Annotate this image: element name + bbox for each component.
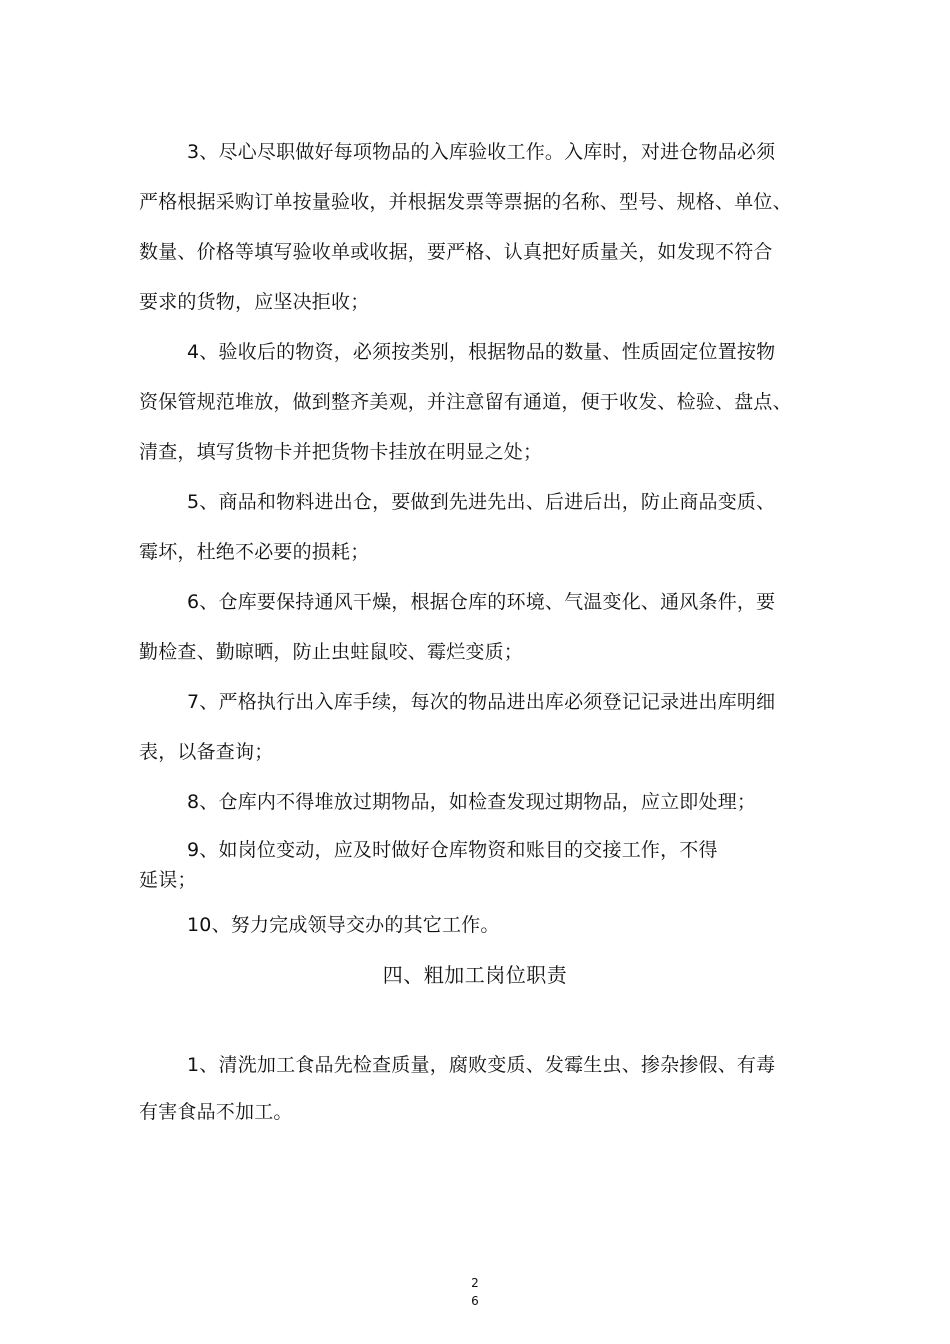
page-number-digit: 2 — [471, 1276, 479, 1290]
text-line: 数量、价格等填写验收单或收据，要严格、认真把好质量关，如发现不符合 — [139, 241, 773, 263]
text-line: 霉坏，杜绝不必要的损耗； — [139, 541, 370, 563]
text-line: 3、尽心尽职做好每项物品的入库验收工作。入库时，对进仓物品必须 — [187, 141, 776, 163]
text-line: 8、仓库内不得堆放过期物品，如检查发现过期物品，应立即处理； — [187, 791, 757, 813]
text-line: 资保管规范堆放，做到整齐美观，并注意留有通道，便于收发、检验、盘点、 — [139, 391, 792, 413]
text-line: 勤检查、勤晾晒，防止虫蛀鼠咬、霉烂变质； — [139, 641, 524, 663]
text-line: 9、如岗位变动，应及时做好仓库物资和账目的交接工作，不得 — [187, 839, 718, 861]
text-line: 5、商品和物料进出仓，要做到先进先出、后进后出，防止商品变质、 — [187, 491, 776, 513]
text-line: 10、努力完成领导交办的其它工作。 — [187, 914, 500, 936]
text-line: 清查，填写货物卡并把货物卡挂放在明显之处； — [139, 441, 543, 463]
text-line: 要求的货物，应坚决拒收； — [139, 291, 370, 313]
text-line: 6、仓库要保持通风干燥，根据仓库的环境、气温变化、通风条件，要 — [187, 591, 776, 613]
page-number-digit: 6 — [471, 1294, 479, 1308]
text-line: 表，以备查询； — [139, 741, 274, 763]
text-line: 有害食品不加工。 — [139, 1101, 293, 1123]
section-heading: 四、粗加工岗位职责 — [382, 963, 568, 987]
text-line: 7、严格执行出入库手续，每次的物品进出库必须登记记录进出库明细 — [187, 691, 776, 713]
text-line: 1、清洗加工食品先检查质量，腐败变质、发霉生虫、掺杂掺假、有毒 — [187, 1054, 776, 1076]
text-line: 延误； — [139, 869, 197, 891]
text-line: 4、验收后的物资，必须按类别，根据物品的数量、性质固定位置按物 — [187, 341, 776, 363]
text-line: 严格根据采购订单按量验收，并根据发票等票据的名称、型号、规格、单位、 — [139, 191, 792, 213]
